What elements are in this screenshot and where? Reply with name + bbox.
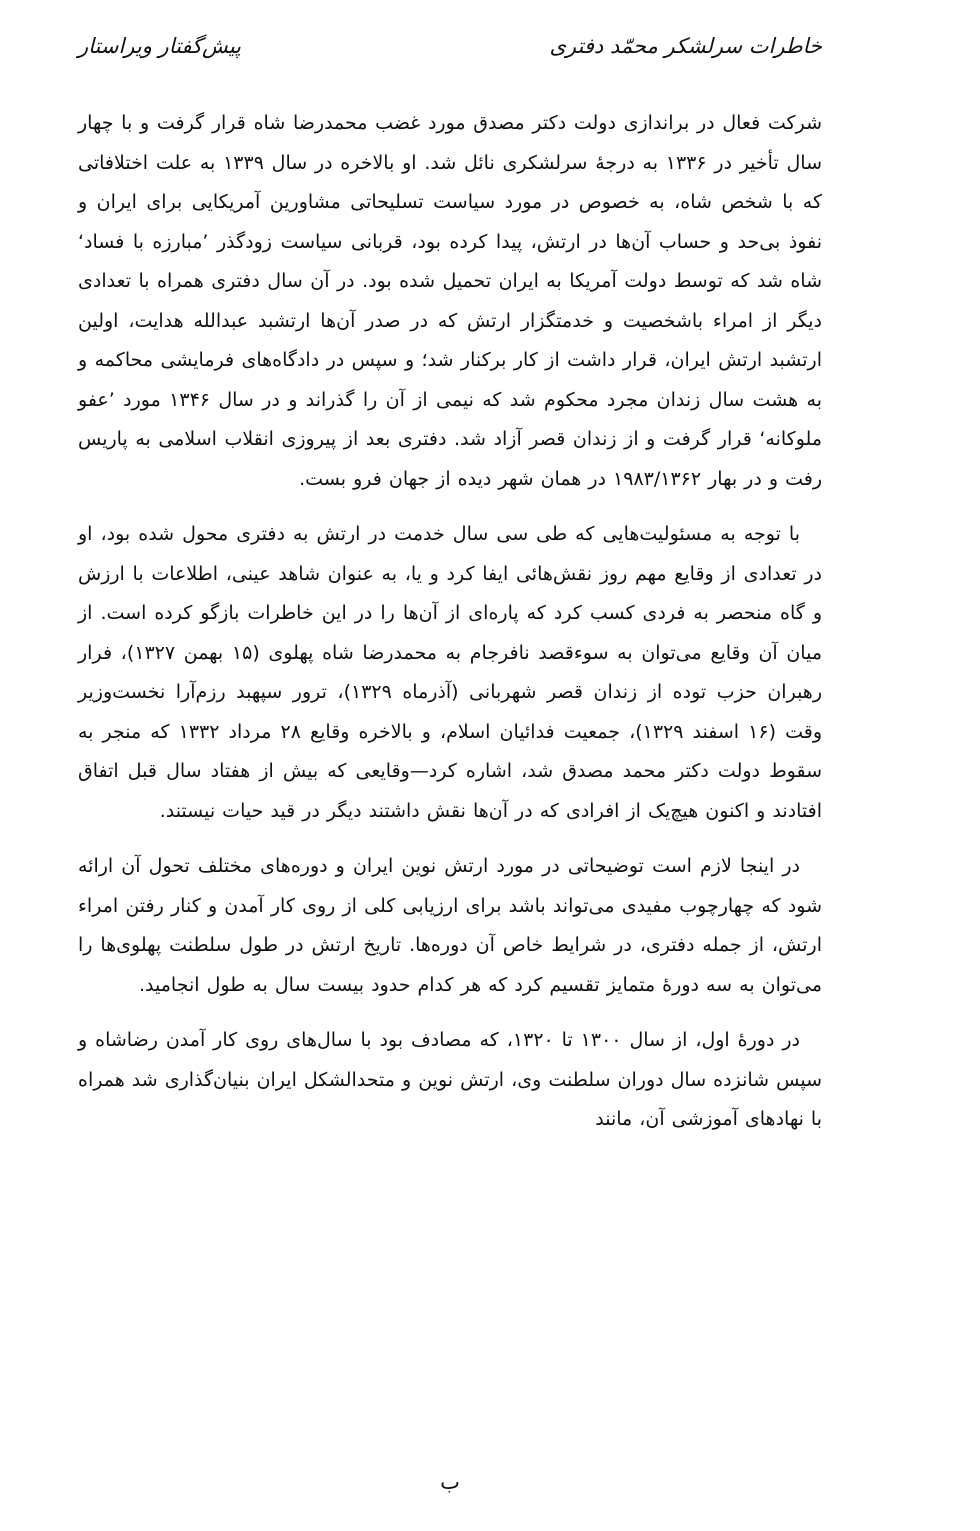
running-header (78, 34, 822, 74)
paragraph-2: با توجه به مسئولیت‌هایی که طی سی سال خدمت در ارتش به دفتری محول شده بود، او در تعدادی از وقایع مهم روز نقش‌هائی ایفا کرد و یا، به عنوان شاهد عینی، اطلاعات با ارزش و گاه منحصر به فردی کسب کرد که پاره‌ای از آن‌ها را در این خاطرات بازگو کرده است. از میان آن وقایع می‌توان به سوءقصد نافرجام به محمدرضا شاه پهلوی (۱۵ بهمن ۱۳۲۷)، فرار رهبران حزب توده از زندان قصر شهربانی (آذرماه ۱۳۲۹)، ترور سپهبد رزم‌آرا نخست‌وزیر وقت (۱۶ اسفند ۱۳۲۹)، جمعیت فدائیان اسلام، و بالاخره وقایع ۲۸ مرداد ۱۳۳۲ که منجر به سقوط دولت دکتر محمد مصدق شد، اشاره کرد—وقایعی که بیش از هفتاد سال قبل اتفاق افتادند و اکنون هیچ‌یک از افرادی که در آن‌ها نقش داشتند دیگر در قید حیات نیستند. (78, 523, 823, 822)
paragraph-1: شرکت فعال در براندازی دولت دکتر مصدق مورد غضب محمدرضا شاه قرار گرفت و با چهار سال تأخیر در ۱۳۳۶ به درجهٔ سرلشکری نائل شد. او بالاخره در سال ۱۳۳۹ به علت اختلافاتی که با شخص شاه، به خصوص در مورد سیاست تسلیحاتی مشاورین آمریکایی برای ایران و نفوذ بی‌حد و حساب آن‌ها در ارتش، پیدا کرده بود، قربانی سیاست زودگذر ’مبارزه با فساد‘ شاه شد که توسط دولت آمریکا به ایران تحمیل شده بود. در آن سال دفتری همراه با تعدادی دیگر از امراء باشخصیت و خدمتگزار ارتش که در صدر آن‌ها ارتشبد عبدالله هدایت، اولین ارتشبد ارتش ایران، قرار داشت از کار برکنار شد؛ و سپس در دادگاه‌های فرمایشی محاکمه و به هشت سال زندان مجرد محکوم شد که نیمی از آن را گذراند و در سال ۱۳۴۶ مورد ’عفو ملوکانه‘ قرار گرفت و از زندان قصر آزاد شد. دفتری بعد از پیروزی انقلاب اسلامی به پاریس رفت و در بهار ۱۹۸۳/۱۳۶۲ در همان شهر دیده از جهان فرو بست. (78, 112, 823, 490)
paragraph-4: در دورهٔ اول، از سال ۱۳۰۰ تا ۱۳۲۰، که مصادف بود با سال‌های روی کار آمدن رضاشاه و سپس شانزده سال دوران سلطنت وی، ارتش نوین و متحدالشکل ایران بنیان‌گذاری شد همراه با نهادهای آموزشی آن، مانند (78, 1029, 822, 1130)
paragraph-3: در اینجا لازم است توضیحاتی در مورد ارتش نوین ایران و دوره‌های مختلف تحول آن ارائه شود که چهارچوب مفیدی می‌تواند باشد برای ارزیابی کلی از روی کار آمدن و کنار رفتن امراء ارتش، از جمله دفتری، در شرایط خاص آن دوره‌ها. تاریخ ارتش در طول سلطنت پهلوی‌ها را می‌توان به سه دورهٔ متمایز تقسیم کرد که هر کدام حدود بیست سال به طول انجامید. (78, 855, 822, 996)
body-text (78, 104, 822, 1156)
book-title: خاطرات سرلشکر محمّد دفتری (549, 34, 822, 58)
page-number: ب (440, 1470, 460, 1494)
section-title: پیش‌گفتار ویراستار (78, 34, 242, 58)
